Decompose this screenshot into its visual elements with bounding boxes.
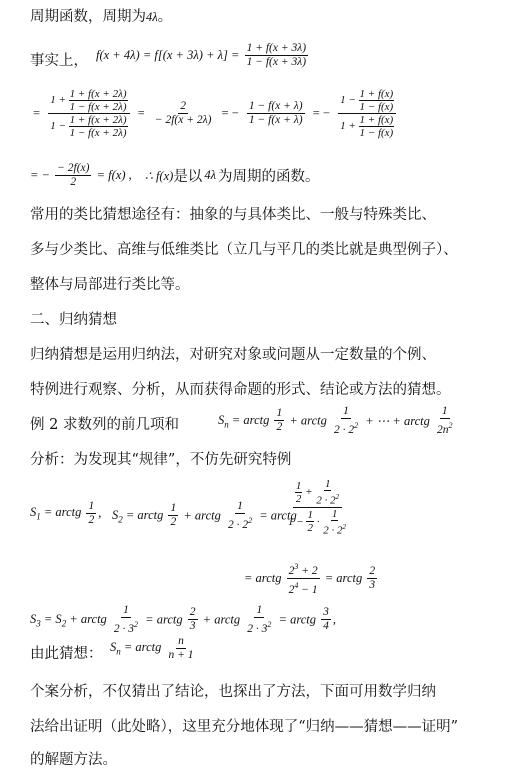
fraction-lambda: $\frac{1 - f(x + \lambda)}{1 - f(x + \lambda)}$ xyxy=(248,100,303,126)
example-label: 例 2 求数列的前几项和 xyxy=(30,417,179,433)
fraction-minus2fx: $\frac{- 2f(x)}{2}$ xyxy=(57,162,90,188)
equation-fx4lambda xyxy=(96,42,310,69)
paragraph-line: 的解题方法。 xyxy=(30,752,117,768)
analysis-line: 分析：为发现其“规律”，不仿先研究特例 xyxy=(30,452,292,468)
fraction-2-over: $\frac{2}{- 2f(x + 2\lambda)}$ xyxy=(154,100,212,126)
fraction-main: $\frac{1 + f(x + 3\lambda)}{1 - f(x + 3\lambda)}$ xyxy=(246,42,307,68)
text-line-1 xyxy=(30,8,172,26)
example-2 xyxy=(30,416,179,434)
equation-conclusion: = − $\frac{- 2f(x)}{2}$ = f(x) , ∴ f(x)是以 4λ 为周期的函数。 xyxy=(30,162,320,188)
text-span: 周期函数，周期为 xyxy=(30,9,146,25)
text-span: 事实上， xyxy=(30,53,88,69)
math-4lambda: 4λ xyxy=(146,10,158,24)
math-lhs: f(x + 4λ) = f[(x + 3λ) + λ] = xyxy=(96,48,240,62)
text-line-2 xyxy=(30,52,88,70)
equation-s3: $S_3 = S_2$ + arctg $\frac{1}{2 \cdot 3^2}$ = arctg $\frac{2}{3}$ + arctg $\frac{1}{2 \cdot 3^2}$ = arctg $\frac{3}{4}$ , xyxy=(30,604,336,635)
equation-guess: $S_n$ = arctg $\frac{n}{n + 1}$ xyxy=(110,635,194,661)
paragraph-line: 法给出证明（此处略），这里充分地体现了“归纳——猜想——证明” xyxy=(30,719,459,735)
fraction-s2-compound: $\frac{1}{2}$ + $\frac{1}{2 \cdot 2^2}$ 1 − $\frac{1}{2}$ · $\frac{1}{2 \cdot 2^2}$ xyxy=(288,478,346,537)
paragraph-line: 个案分析，不仅猜出了结论，也探出了方法，下面可用数学归纳 xyxy=(30,684,436,700)
equation-s2: $S_2$ = arctg $\frac{1}{2}$ + arctg $\frac{1}{2 \cdot 2^2}$ = arctg xyxy=(112,500,297,531)
paragraph-line: 多与少类比、高维与低维类比（立几与平几的类比就是典型例子）、 xyxy=(30,242,458,258)
guess-label: 由此猜想： xyxy=(30,646,103,662)
fraction-compound-2: 1 − $\frac{1 + f(x)}{1 - f(x)}$ 1 + $\frac{1 + f(x)}{1 - f(x)}$ xyxy=(338,88,396,139)
fraction-compound-1: 1 + $\frac{1 + f(x + 2\lambda)}{1 - f(x + 2\lambda)}$ 1 − $\frac{1 + f(x + 2\lambda)}{1 - f(x + 2\lambda)}$ xyxy=(48,88,129,139)
text-span: 。 xyxy=(157,9,173,25)
paragraph-line: 归纳猜想是运用归纳法，对研究对象或问题从一定数量的个例、 xyxy=(30,347,436,363)
equation-s2-result: = arctg $\frac{2^3 + 2}{2^4 - 1}$ = arctg $\frac{2}{3}$ xyxy=(244,562,376,596)
equation-sn: $S_n$ = arctg $\frac{1}{2}$ + arctg $\frac{1}{2 \cdot 2^2}$ + ⋯ + arctg $\frac{1}{2n^2}$ xyxy=(218,405,453,436)
paragraph-line: 整体与局部进行类比等。 xyxy=(30,277,190,293)
equation-s1: $S_1$ = arctg $\frac{1}{2}$ , xyxy=(30,500,102,526)
paragraph-line: 特例进行观察、分析，从而获得命题的形式、结论或方法的猜想。 xyxy=(30,382,451,398)
section-heading: 二、归纳猜想 xyxy=(30,312,117,328)
guess-line xyxy=(30,645,103,663)
equation-compound: = 1 + $\frac{1 + f(x + 2\lambda)}{1 - f(x + 2\lambda)}$ 1 − $\frac{1 + f(x + 2\lambda)}{1 - f(x + 2\lambda)}$ = $\frac{2}{- 2f(x + 2\lambda)}$ = − $\frac{1 - f(x + \lambda)}{1 - f(x + \lambda)}$ = − 1 − $\frac{1 + f(x)}{1 - f(x)}$ 1 + $\frac{1 + f(x)}{1 - f(x)}$ xyxy=(30,88,398,139)
paragraph-line: 常用的类比猜想途径有：抽象的与具体类比、一般与特殊类比、 xyxy=(30,207,436,223)
